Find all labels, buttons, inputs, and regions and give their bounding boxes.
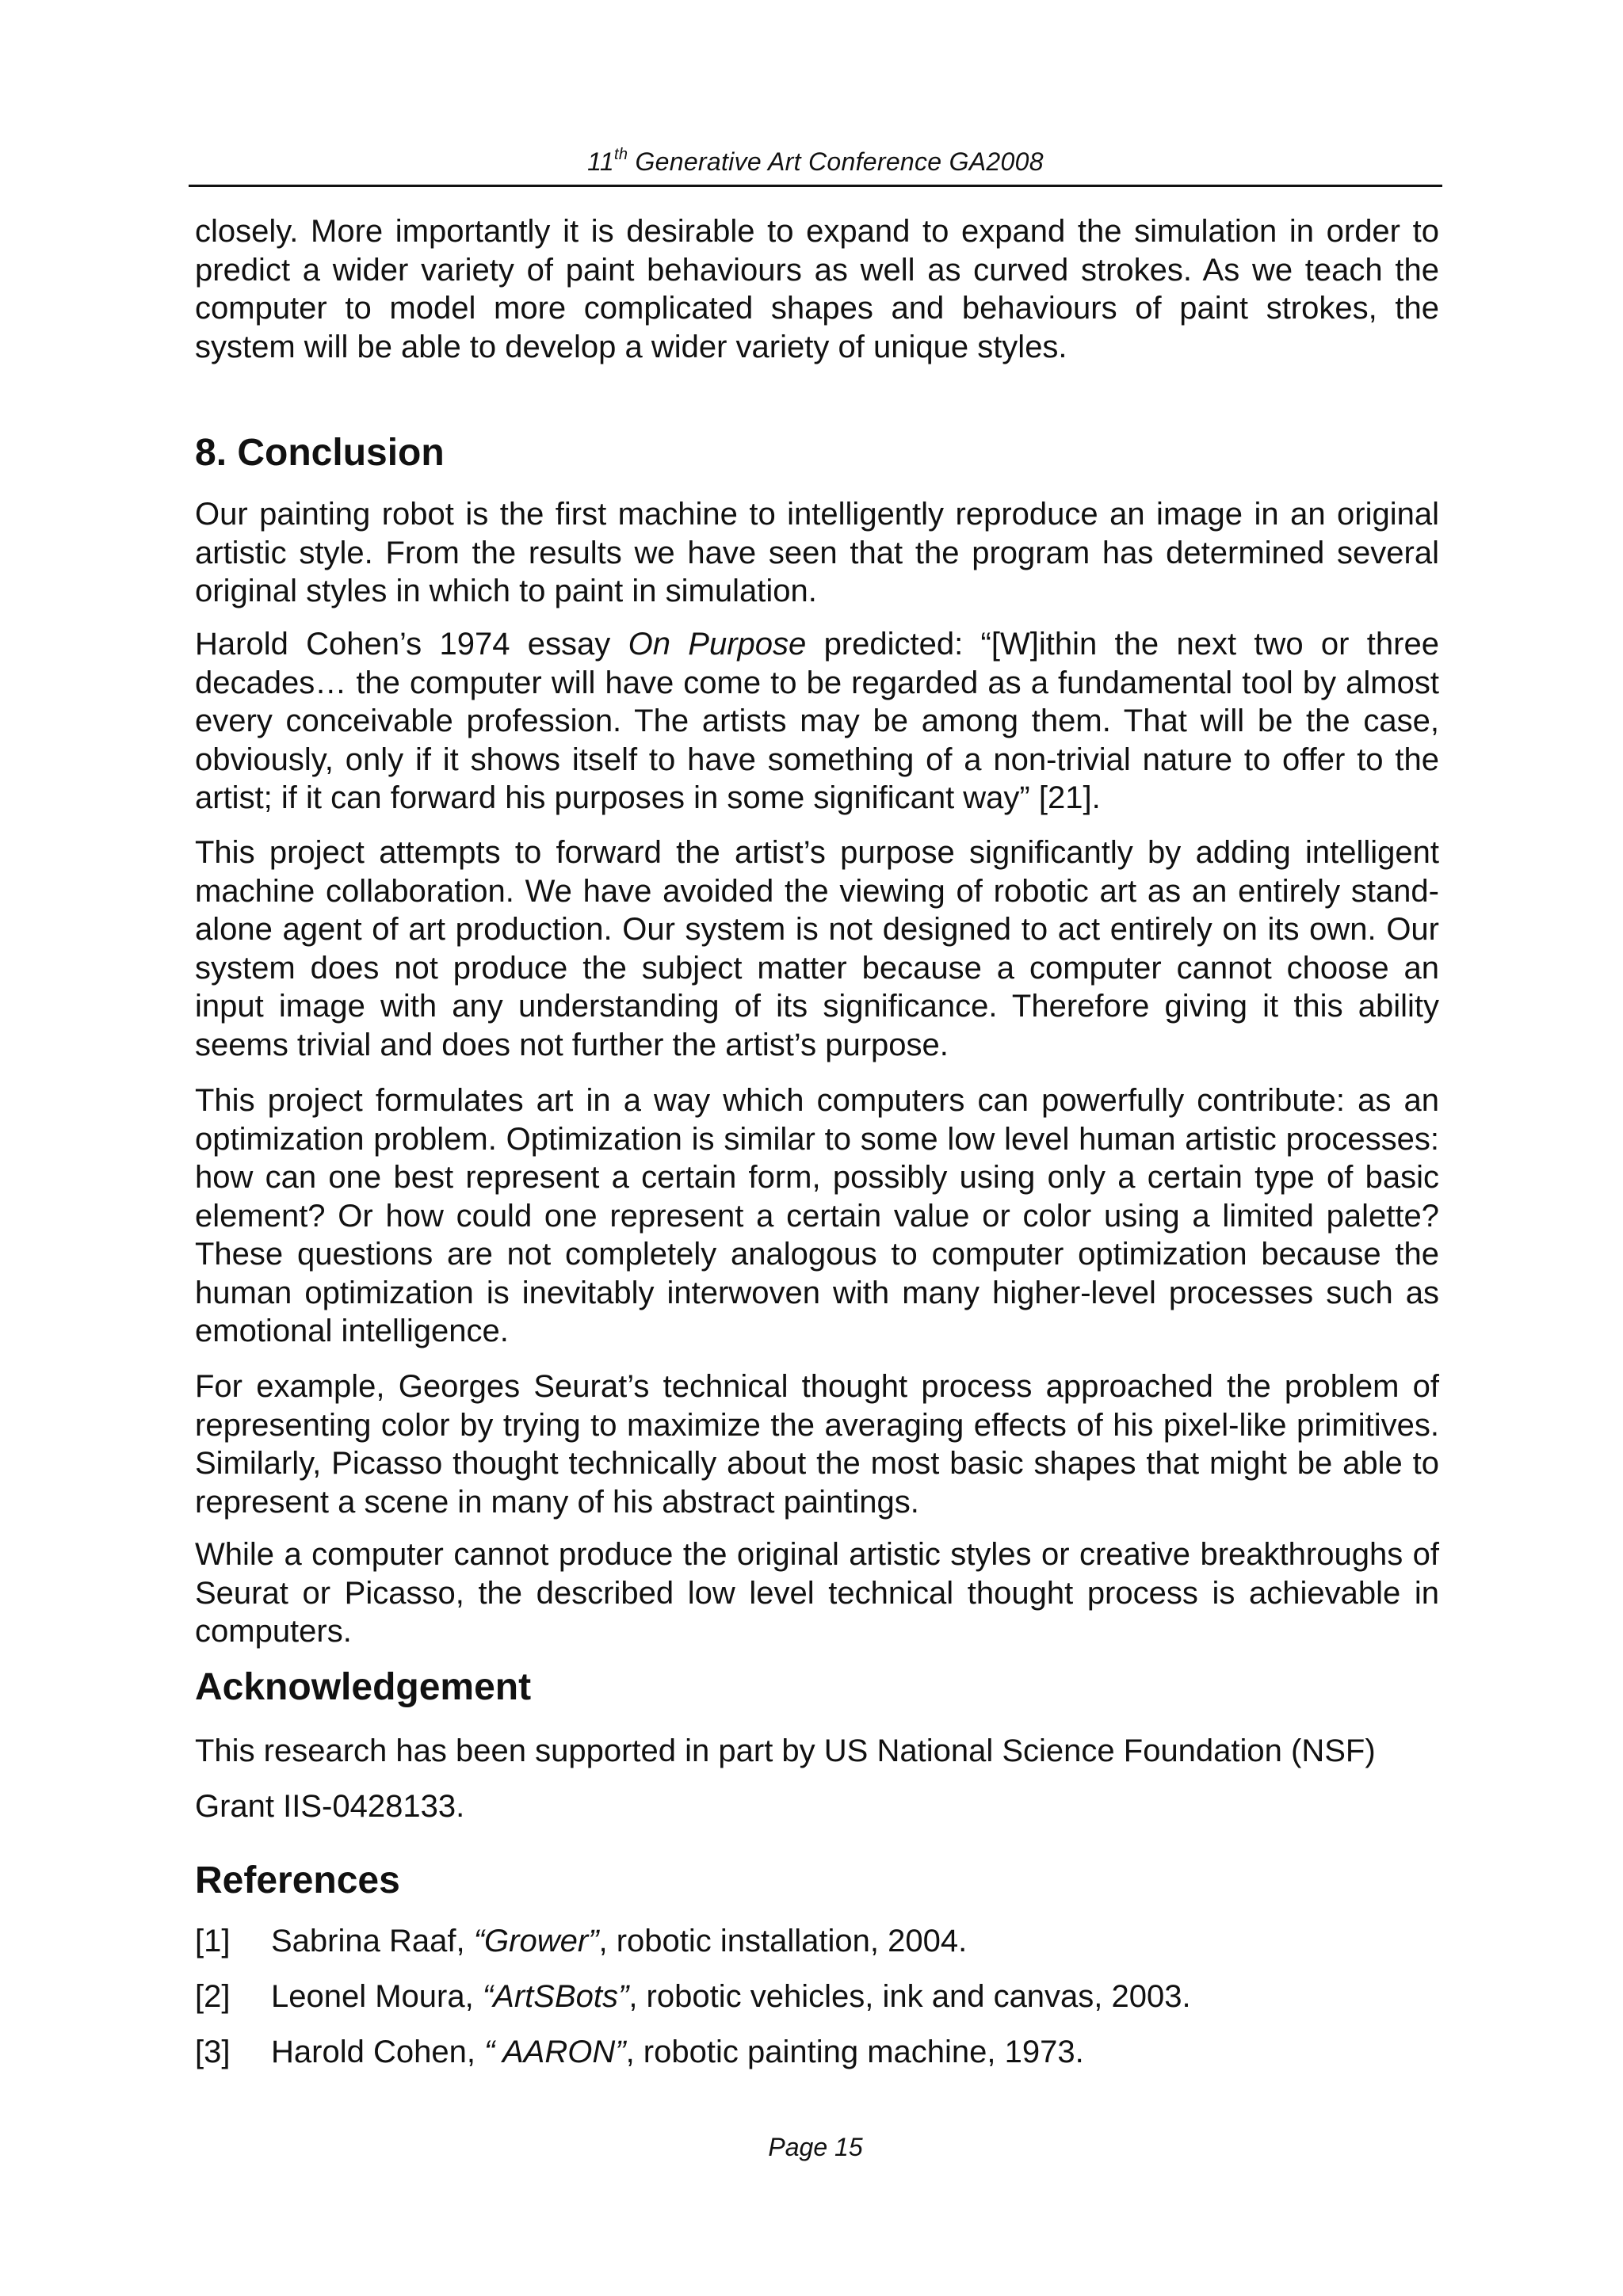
reference-title: “Grower” <box>473 1924 599 1958</box>
reference-number: [3] <box>195 2035 231 2069</box>
paragraph-conclusion-2 <box>195 625 1439 818</box>
reference-details: , robotic vehicles, ink and canvas, 2003. <box>628 1979 1191 2014</box>
reference-author: Sabrina Raaf, <box>271 1924 474 1958</box>
section-heading-conclusion: 8. Conclusion <box>195 432 445 474</box>
header-rule <box>189 185 1442 187</box>
section-heading-references: References <box>195 1859 400 1901</box>
header-title: Generative Art Conference GA2008 <box>628 147 1044 176</box>
page-number: Page 15 <box>768 2133 863 2161</box>
reference-title: “ArtSBots” <box>482 1979 629 2014</box>
paragraph-conclusion-3: This project attempts to forward the artist’s purpose significantly by adding intelligent machine collaboration. We have avoided the viewing of robotic art as an entirely stand-alone agent of art production. Our system is not designed to act entirely on its own. Our system does not produce the subject matter because a computer cannot choose an input image with any understanding of its significance. Therefore giving it this ability seems trivial and does not further the artist’s purpose. <box>195 835 1439 1062</box>
paragraph-continuation: closely. More importantly it is desirable to expand to expand the simulation in order to predict a wider variety of paint behaviours as well as curved strokes. As we teach the computer to model more complicated shapes and behaviours of paint strokes, the system will be able to develop a wider variety of unique styles. <box>195 214 1439 364</box>
reference-author: Harold Cohen, <box>271 2035 485 2069</box>
reference-item <box>195 1978 1439 2016</box>
reference-author: Leonel Moura, <box>271 1979 483 2014</box>
reference-number: [1] <box>195 1924 231 1958</box>
paragraph-conclusion-2-lead: Harold Cohen’s 1974 essay <box>195 627 628 662</box>
acknowledgement-line-2: Grant IIS-0428133. <box>195 1789 465 1824</box>
paragraph-conclusion-2-rest: predicted: “[W]ithin the next two or three decades… the computer will have come to be regarded as a fundamental tool by almost every conceivable profession. The artists may be among them. That will be the case, obviously, only if it shows itself to have something of a non-trivial nature to offer to the artist; if it can forward his purposes in some significant way” [21]. <box>195 627 1439 815</box>
reference-details: , robotic painting machine, 1973. <box>625 2035 1084 2069</box>
paragraph-conclusion-5: For example, Georges Seurat’s technical thought process approached the problem of representing color by trying to maximize the averaging effects of his pixel-like primitives. Similarly, Picasso thought technically about the most basic shapes that might be able to represent a scene in many of his abstract paintings. <box>195 1369 1439 1520</box>
header-ordinal-suffix: th <box>613 146 628 163</box>
section-heading-acknowledgement: Acknowledgement <box>195 1666 532 1708</box>
paragraph-conclusion-1: Our painting robot is the first machine to intelligently reproduce an image in an original artistic style. From the results we have seen that the program has determined several original styles in which to paint in simulation. <box>195 497 1439 608</box>
page-header <box>189 147 1442 177</box>
reference-title: “ AARON” <box>484 2035 626 2069</box>
acknowledgement-line-1: This research has been supported in part by US National Science Foundation (NSF) <box>195 1733 1376 1768</box>
reference-number: [2] <box>195 1979 231 2014</box>
reference-details: , robotic installation, 2004. <box>598 1924 968 1958</box>
essay-title: On Purpose <box>628 627 807 662</box>
header-ordinal: 11 <box>587 147 614 176</box>
reference-item <box>195 1922 1439 1960</box>
paragraph-conclusion-6: While a computer cannot produce the original artistic styles or creative breakthroughs of Seurat or Picasso, the described low level technical thought process is achievable in computers. <box>195 1537 1439 1649</box>
reference-item <box>195 2033 1439 2071</box>
paragraph-conclusion-4: This project formulates art in a way which computers can powerfully contribute: as an optimization problem. Optimization is similar to some low level human artistic processes: how can one best represent a certain form, possibly using only a certain type of basic element? Or how could one represent a certain value or color using a limited palette? These questions are not completely analogous to computer optimization because the human optimization is inevitably interwoven with many higher-level processes such as emotional intelligence. <box>195 1083 1439 1348</box>
